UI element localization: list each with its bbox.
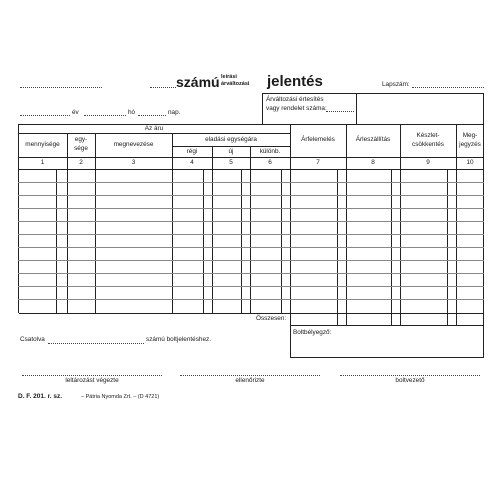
header-bottom-line — [18, 157, 484, 158]
col-number-8: 8 — [371, 159, 375, 166]
year-field[interactable] — [20, 115, 70, 116]
col-header-name: megnevezése — [113, 141, 154, 148]
form-code: D. F. 201. r. sz. — [18, 393, 63, 400]
col-header-quantity: mennyisége — [25, 141, 60, 148]
goods-group-header: Az áru — [144, 125, 164, 132]
year-label: év — [72, 109, 79, 116]
attached-label: Csatolva — [20, 336, 45, 343]
col-header-notes-2: jegyzés — [459, 141, 481, 148]
total-raise-field[interactable] — [291, 314, 345, 325]
col-header-raise: Árfelemelés — [301, 136, 335, 143]
signature-line-checked[interactable] — [180, 375, 320, 376]
month-label: hó — [128, 109, 136, 116]
day-field[interactable] — [138, 115, 166, 116]
sheet-number-field[interactable] — [412, 87, 484, 88]
table-left-edge-cover — [18, 313, 19, 327]
shop-stamp-label: Boltbélyegző: — [293, 329, 332, 336]
col-number-6: 6 — [268, 159, 272, 166]
price-group-underline — [172, 146, 290, 147]
signature-label-checked: ellenőrizte — [235, 377, 265, 384]
total-stock-field[interactable] — [401, 314, 455, 325]
title-arvaltozasi: árváltozási — [221, 81, 250, 87]
notice-number-field[interactable] — [326, 111, 354, 112]
total-reduce-field[interactable] — [347, 314, 399, 325]
col-number-9: 9 — [426, 159, 430, 166]
notice-number-input-area[interactable] — [357, 94, 483, 123]
signature-line-inventory[interactable] — [22, 375, 162, 376]
col-number-5: 5 — [229, 159, 233, 166]
signature-line-manager[interactable] — [340, 375, 480, 376]
goods-group-underline — [18, 133, 290, 134]
col-header-new: új — [228, 148, 234, 155]
col-number-7: 7 — [316, 159, 320, 166]
title-leirasi: leírási — [221, 74, 237, 80]
col-number-10: 10 — [466, 159, 474, 166]
price-group-header: eladási egységára — [205, 136, 257, 143]
col-header-stock-1: Készlet- — [416, 132, 440, 139]
col-header-unit-2: sége — [74, 145, 88, 152]
col-header-diff: különb. — [259, 148, 281, 155]
table-left-bottom-edge-cover — [18, 325, 290, 326]
col-header-stock-2: csökkentés — [412, 141, 444, 148]
signature-label-manager: boltvezető — [395, 377, 425, 384]
day-label: nap. — [168, 109, 181, 116]
col-header-old: régi — [186, 148, 198, 155]
title-word-jelentes: jelentés — [267, 73, 323, 90]
title-number-blank[interactable] — [150, 87, 176, 88]
col-number-3: 3 — [131, 159, 136, 166]
signature-label-inventory: leltározást végezte — [65, 377, 119, 384]
attached-suffix: számú boltjelentéshez. — [146, 336, 212, 343]
table-body-entry-area[interactable] — [19, 170, 483, 312]
col-number-1: 1 — [40, 159, 45, 166]
sheet-number-label: Lapszám: — [382, 81, 410, 88]
col-header-reduce: Árleszállítás — [355, 136, 391, 143]
col-header-notes-1: Meg- — [462, 132, 478, 139]
month-field[interactable] — [84, 115, 126, 116]
col-number-2: 2 — [79, 159, 83, 166]
col-header-unit-1: egy- — [74, 136, 88, 143]
attached-number-field[interactable] — [48, 343, 144, 344]
notice-line-1: Árváltozási értesítés — [266, 96, 324, 103]
total-label: Összesen: — [256, 315, 287, 322]
notice-line-2: vagy rendelet száma: — [266, 105, 327, 112]
title-word-szamu: számú — [176, 74, 220, 90]
col-number-4: 4 — [190, 159, 194, 166]
blank-line-left[interactable] — [20, 87, 102, 88]
printer-imprint: – Pátria Nyomda Zrt. – (D 4721) — [81, 394, 160, 400]
